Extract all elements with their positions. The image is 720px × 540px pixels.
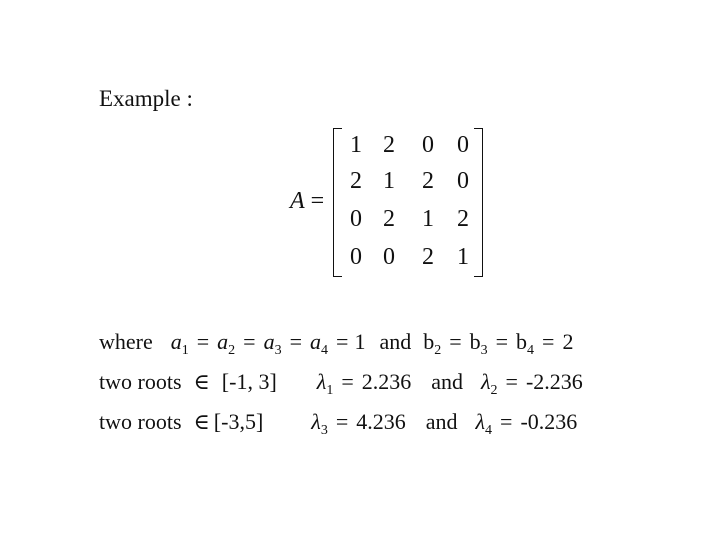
interval: [-1, 3] (221, 369, 277, 394)
matrix-cell: 0 (457, 132, 469, 158)
roots-line-2 (99, 409, 577, 439)
subscript: 4 (485, 423, 493, 438)
equals: = (341, 369, 354, 394)
matrix-cell: 2 (422, 244, 434, 270)
matrix-cell: 0 (457, 168, 469, 194)
matrix-A (333, 128, 483, 278)
two-roots-label: two roots (99, 409, 182, 434)
equals: = (449, 329, 462, 354)
subscript: 1 (181, 343, 189, 358)
subscript: 2 (434, 343, 442, 358)
var-b: b (469, 329, 481, 354)
equals: = (336, 329, 349, 354)
equals: = (243, 329, 256, 354)
matrix-cell: 2 (350, 168, 362, 194)
equals: = (196, 329, 210, 354)
matrix-cell: 1 (383, 168, 395, 194)
two-roots-label: two roots (99, 369, 182, 394)
matrix-cell: 2 (422, 168, 434, 194)
subscript: 3 (274, 343, 282, 358)
equals: = (289, 329, 303, 354)
element-of-symbol: ∈ (193, 369, 210, 394)
var-a: a (263, 329, 275, 354)
equals: = (542, 329, 555, 354)
matrix-cell: 0 (383, 244, 395, 270)
value: 2 (562, 329, 574, 354)
var-b: b (423, 329, 435, 354)
matrix-cell: 0 (350, 244, 362, 270)
matrix-cell: 1 (350, 132, 362, 158)
subscript: 4 (527, 343, 535, 358)
matrix-cell: 0 (422, 132, 434, 158)
var-b: b (516, 329, 528, 354)
var-a: a (217, 329, 229, 354)
roots-line-1 (99, 369, 583, 399)
where-line (99, 329, 573, 359)
equals: = (500, 409, 513, 434)
subscript: 2 (228, 343, 236, 358)
eigenvalue: -2.236 (525, 369, 583, 394)
var-a: a (310, 329, 322, 354)
eigenvalue: 2.236 (361, 369, 412, 394)
matrix-cell: 1 (422, 206, 434, 232)
matrix-lhs (290, 188, 324, 215)
lambda-symbol: λ (311, 409, 321, 434)
matrix-cell: 2 (383, 206, 395, 232)
matrix-cell: 2 (457, 206, 469, 232)
element-of-symbol: ∈ (193, 409, 210, 434)
matrix-equals: = (304, 188, 325, 214)
subscript: 1 (326, 383, 334, 398)
value: 1 (354, 329, 366, 354)
lambda-symbol: λ (475, 409, 486, 434)
matrix-cell: 2 (383, 132, 395, 158)
and-label: and (379, 329, 412, 354)
lambda-symbol: λ (481, 369, 491, 394)
subscript: 2 (490, 383, 498, 398)
equals: = (335, 409, 349, 434)
eigenvalue: 4.236 (356, 409, 406, 434)
lambda-symbol: λ (316, 369, 327, 394)
example-title: Example : (99, 86, 193, 111)
equals: = (505, 369, 518, 394)
interval: [-3,5] (213, 409, 264, 434)
where-label: where (99, 329, 153, 354)
subscript: 4 (321, 343, 329, 358)
subscript: 3 (480, 343, 488, 358)
subscript: 3 (320, 423, 328, 438)
and-label: and (431, 369, 463, 394)
matrix-cell: 1 (457, 244, 469, 270)
var-a: a (170, 329, 182, 354)
eigenvalue: -0.236 (520, 409, 578, 434)
equals: = (495, 329, 509, 354)
matrix-variable: A (290, 188, 305, 214)
matrix-cell: 0 (350, 206, 362, 232)
and-label: and (425, 409, 458, 434)
